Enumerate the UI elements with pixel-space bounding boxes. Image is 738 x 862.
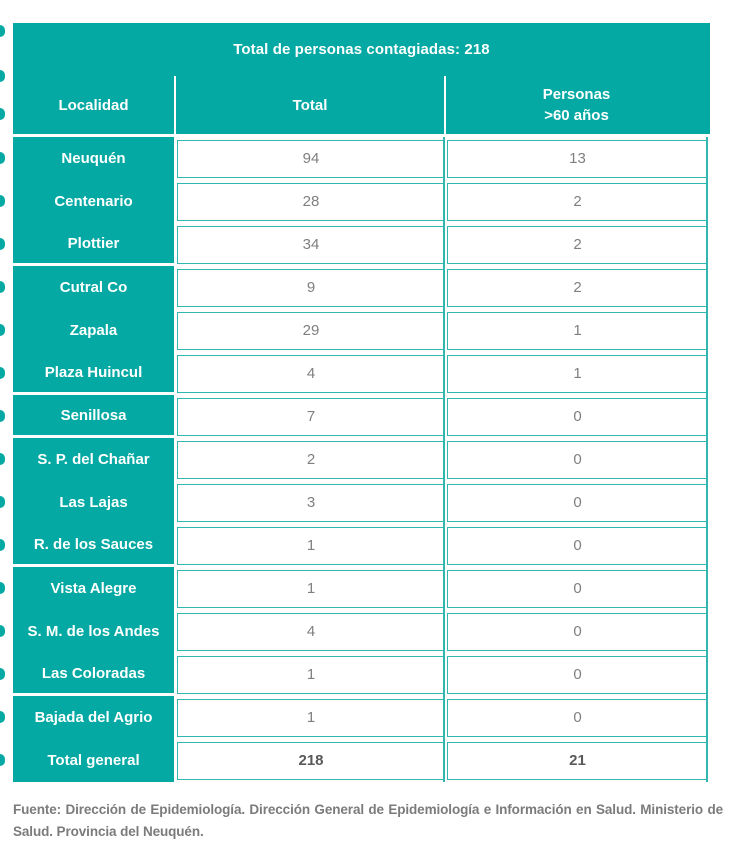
cropped-left-column-fragment (0, 711, 5, 723)
over60-value-cell: 2 (447, 269, 708, 307)
total-value-cell: 1 (177, 527, 445, 565)
locality-cell: Bajada del Agrio (13, 696, 174, 739)
over60-value-cell: 21 (447, 742, 708, 780)
over60-value-cell: 0 (447, 484, 708, 522)
table-row (13, 180, 710, 223)
cropped-left-column-fragment (0, 496, 5, 508)
total-value-cell: 29 (177, 312, 445, 350)
table-row (13, 567, 710, 610)
column-header-total: Total (292, 96, 328, 114)
cropped-left-column-fragment (0, 754, 5, 766)
source-note: Fuente: Dirección de Epidemiología. Dirección General de Epidemiología e Información en Salud. Ministerio de Salud. Provincia del Neuquén. (13, 802, 723, 839)
over60-value-cell: 0 (447, 441, 708, 479)
table-header (13, 23, 710, 134)
over60-value-cell: 1 (447, 312, 708, 350)
cropped-left-column-fragment (0, 367, 5, 379)
grid-vertical-line (443, 137, 445, 782)
cropped-left-column-fragment (0, 625, 5, 637)
grid-vertical-line (706, 137, 708, 782)
cropped-left-column-fragment (0, 195, 5, 207)
over60-value-cell: 0 (447, 570, 708, 608)
total-value-cell: 218 (177, 742, 445, 780)
total-value-cell: 2 (177, 441, 445, 479)
total-value-cell: 1 (177, 699, 445, 737)
over60-value-cell: 2 (447, 226, 708, 264)
table-row (13, 610, 710, 653)
locality-cell: Cutral Co (13, 266, 174, 309)
locality-cell: S. M. de los Andes (13, 610, 174, 653)
total-value-cell: 4 (177, 613, 445, 651)
table-row-grand-total (13, 739, 710, 782)
table-row (13, 438, 710, 481)
over60-value-cell: 0 (447, 656, 708, 694)
locality-cell: R. de los Sauces (13, 524, 174, 567)
over60-value-cell: 0 (447, 613, 708, 651)
table-row (13, 696, 710, 739)
total-value-cell: 4 (177, 355, 445, 393)
table-row (13, 481, 710, 524)
column-header-personas-60 (446, 76, 707, 134)
table-title: Total de personas contagiadas: 218 (233, 41, 490, 58)
cropped-left-column-fragment (0, 668, 5, 680)
over60-value-cell: 0 (447, 398, 708, 436)
cropped-left-column-fragment (0, 152, 5, 164)
cropped-left-column-fragment (0, 582, 5, 594)
contagios-table (13, 23, 710, 782)
locality-cell: Plaza Huincul (13, 352, 174, 395)
table-row (13, 524, 710, 567)
locality-cell: Las Lajas (13, 481, 174, 524)
locality-cell: Las Coloradas (13, 653, 174, 696)
total-value-cell: 9 (177, 269, 445, 307)
total-value-cell: 28 (177, 183, 445, 221)
cropped-left-column-fragment (0, 324, 5, 336)
locality-cell: Senillosa (13, 395, 174, 438)
cropped-left-column-fragment (0, 70, 5, 82)
table-row (13, 223, 710, 266)
table-row (13, 266, 710, 309)
total-value-cell: 1 (177, 570, 445, 608)
locality-cell: Plottier (13, 223, 174, 266)
locality-cell: S. P. del Chañar (13, 438, 174, 481)
locality-cell: Vista Alegre (13, 567, 174, 610)
table-row (13, 352, 710, 395)
table-row (13, 653, 710, 696)
over60-value-cell: 0 (447, 699, 708, 737)
locality-cell: Zapala (13, 309, 174, 352)
column-headers (13, 76, 710, 134)
total-value-cell: 7 (177, 398, 445, 436)
over60-value-cell: 0 (447, 527, 708, 565)
table-row (13, 309, 710, 352)
cropped-left-column-fragment (0, 238, 5, 250)
total-value-cell: 34 (177, 226, 445, 264)
cropped-left-column-fragment (0, 281, 5, 293)
table-row (13, 395, 710, 438)
over60-value-cell: 2 (447, 183, 708, 221)
total-value-cell: 1 (177, 656, 445, 694)
cropped-left-column-fragment (0, 410, 5, 422)
over60-value-cell: 13 (447, 140, 708, 178)
locality-cell: Neuquén (13, 137, 174, 180)
locality-cell: Total general (13, 739, 174, 782)
table-row (13, 137, 710, 180)
total-value-cell: 3 (177, 484, 445, 522)
cropped-left-column-fragment (0, 539, 5, 551)
over60-value-cell: 1 (447, 355, 708, 393)
locality-cell: Centenario (13, 180, 174, 223)
cropped-left-column-fragment (0, 108, 5, 120)
personas-label-line2: >60 años (544, 107, 609, 124)
total-value-cell: 94 (177, 140, 445, 178)
cropped-left-column-fragment (0, 25, 5, 37)
table-rows (13, 137, 710, 782)
cropped-left-column-fragment (0, 453, 5, 465)
column-header-localidad: Localidad (58, 96, 129, 114)
personas-label-line1: Personas (542, 86, 611, 103)
